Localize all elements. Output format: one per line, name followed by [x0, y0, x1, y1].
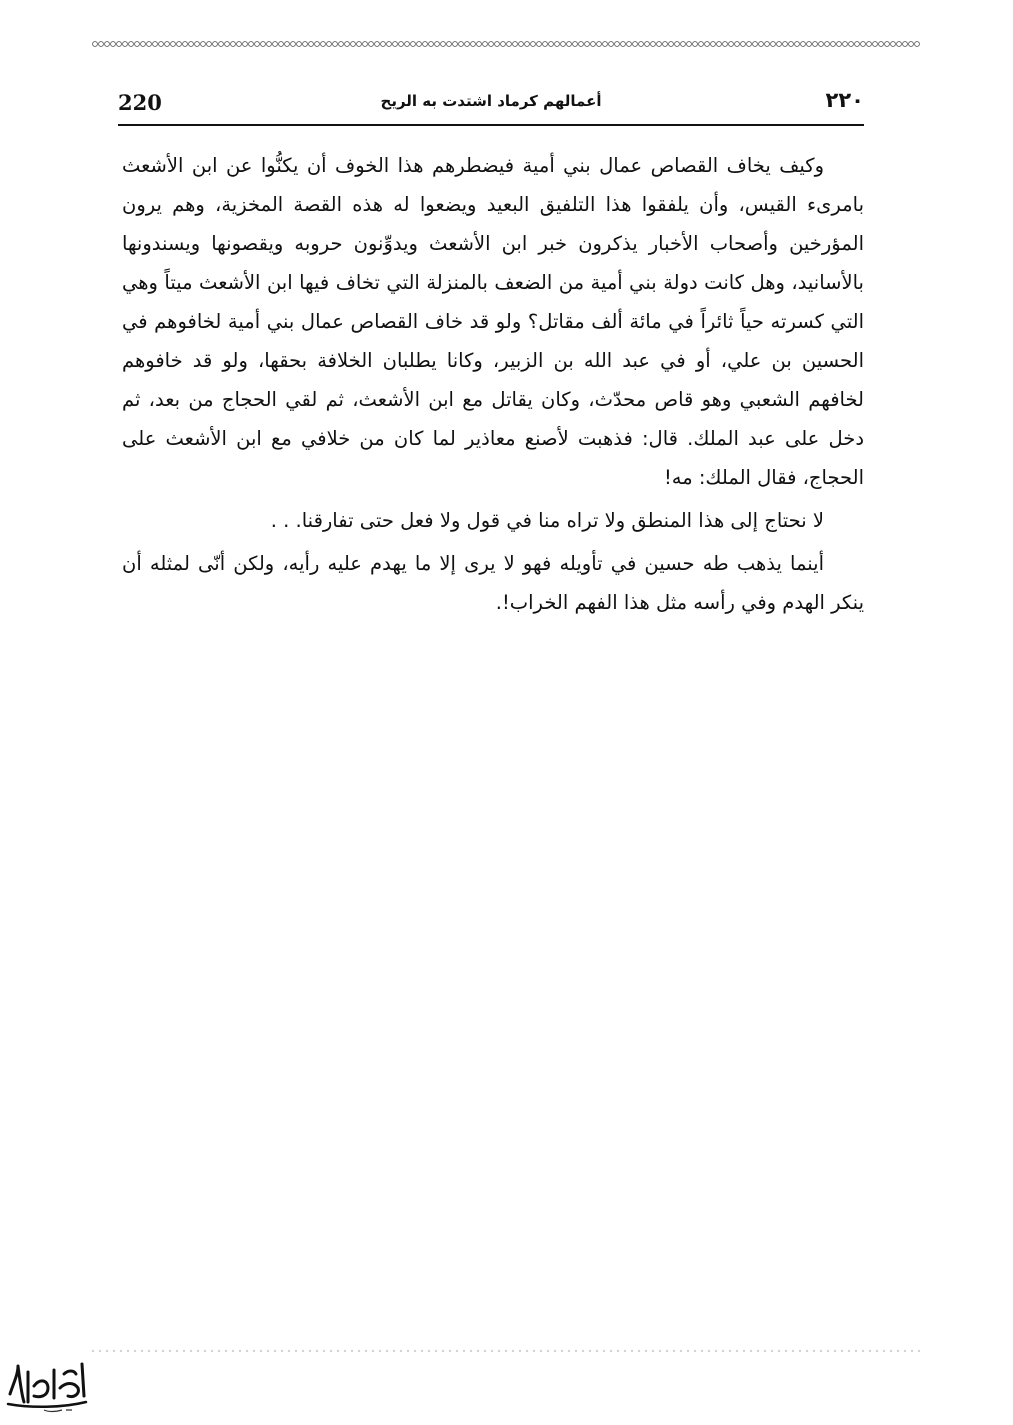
body-text [122, 146, 864, 626]
calligraphic-stamp-icon [4, 1352, 90, 1420]
page-number-arabic: ٢٢٠ [825, 88, 864, 112]
header-rule [118, 124, 864, 126]
decorative-top-border [92, 38, 920, 50]
page-header [118, 88, 864, 122]
scan-noise-footer [90, 1346, 920, 1356]
paragraph-3: أينما يذهب طه حسين في تأويله فهو لا يرى إلا ما يهدم عليه رأيه، ولكن أنّى لمثله أن ينكر الهدم وفي رأسه مثل هذا الفهم الخراب!. [122, 552, 864, 614]
paragraph-1: وكيف يخاف القصاص عمال بني أمية فيضطرهم هذا الخوف أن يكنُّوا عن ابن الأشعث بامرىء القيس، وأن يلفقوا هذا التلفيق البعيد ويضعوا له هذه القصة المخزية، وهم يرون المؤرخين وأصحاب الأخبار يذكرون خبر ابن الأشعث ويدوِّنون حروبه ويقصونها ويسندونها بالأسانيد، وهل كانت دولة بني أمية من الضعف بالمنزلة التي تخاف فيها ابن الأشعث ميتاً وهي التي كسرته حياً ثائراً في مائة ألف مقاتل؟ ولو قد خاف القصاص عمال بني أمية لخافوهم في الحسين بن علي، أو في عبد الله بن الزبير، وكانا يطلبان الخلافة بحقها، ولو قد خافوهم لخافهم الشعبي وهو قاص محدّث، وكان يقاتل مع ابن الأشعث، ثم لقي الحجاج من بعد، ثم دخل على عبد الملك. قال: فذهبت لأصنع معاذير لما كان من خلافي مع ابن الأشعث على الحجاج، فقال الملك: مه! [122, 154, 864, 489]
paragraph-2: لا نحتاج إلى هذا المنطق ولا تراه منا في قول ولا فعل حتى تفارقنا. . . [270, 509, 824, 532]
page-number-latin: 220 [118, 90, 162, 115]
running-title: أعمالهم كرماد اشتدت به الريح [380, 92, 602, 110]
